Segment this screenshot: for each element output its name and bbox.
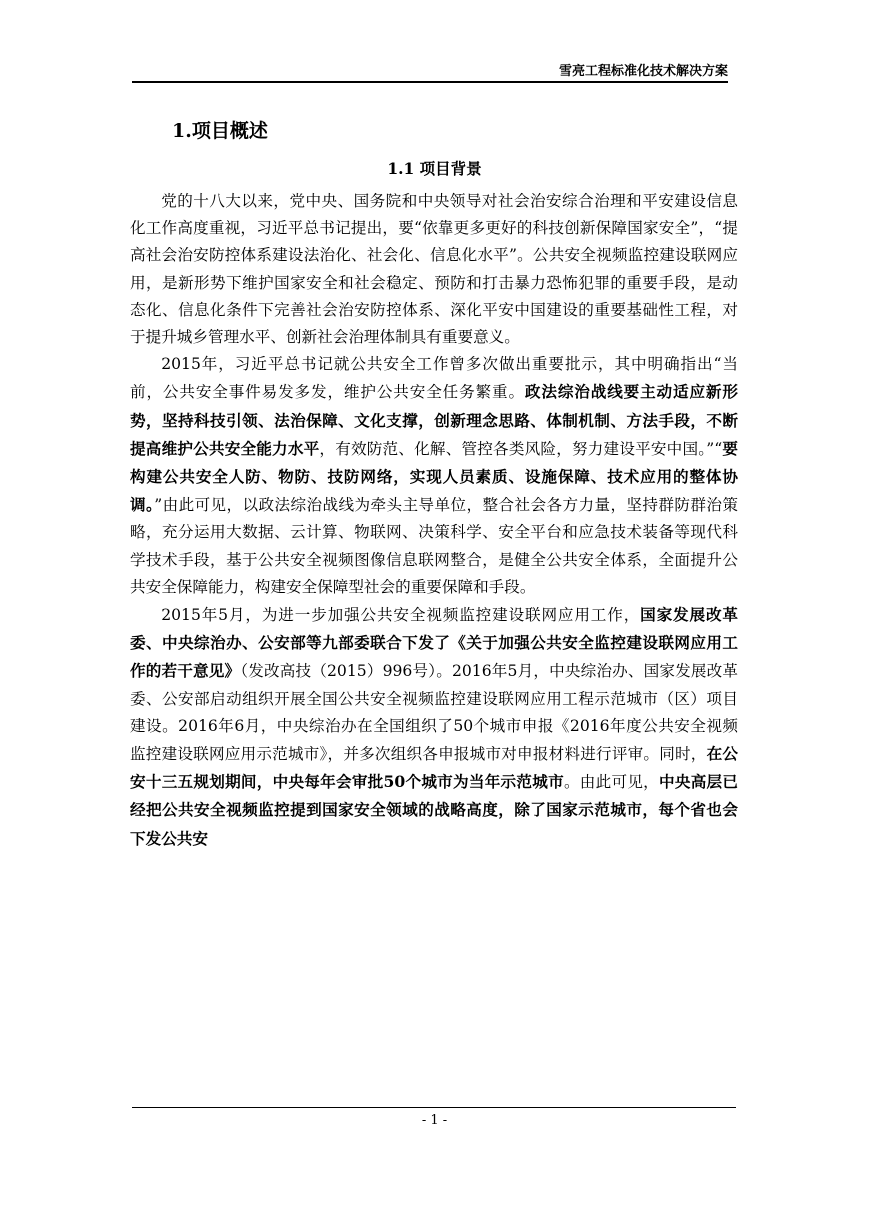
- header-rule: [132, 81, 728, 83]
- text-run: ，有效防范、化解、管控各类风险，努力建设平安中国。”“: [319, 439, 723, 458]
- bold-text-run: 中央高层已经把公共安全视频监控提到国家安全领域的战略高度，除了国家示范城市，每个省也会下发公共安: [130, 772, 738, 848]
- text-run: 2015年，习近平总书记就公共安全工作曾多次做出重要批示，其中明确指出“当前，公共安全事件易发多发，维护公共安全任务繁重。: [130, 355, 738, 402]
- subsection-heading: 1.1 项目背景: [387, 159, 482, 178]
- body-text: [130, 188, 738, 853]
- text-run: 2015年5月，为进一步加强公共安全视频监控建设联网应用工作，: [161, 606, 641, 625]
- bold-text-run: 国家发展改革委、中央综治办、公安部等九部委联合下发了《关于加强公共安全监控建设联网应用工作的若干意见》: [130, 605, 738, 681]
- footer-rule: [132, 1107, 736, 1108]
- text-run: ”由此可见，以政法综治战线为牵头主导单位，整合社会各方力量，坚持群防群治策略，充分运用大数据、云计算、物联网、决策科学、安全平台和应急技术装备等现代科学技术手段，基于公共安全视频图像信息联网整合，是健全公共安全体系，全面提升公共安全保障能力，构建安全保障型社会的重要保障和手段。: [130, 496, 738, 596]
- running-header: 雪亮工程标准化技术解决方案: [558, 64, 728, 79]
- paragraph-2: [130, 351, 738, 601]
- text-run: （发改高技（2015）996号）。2016年5月，中央综治办、国家发展改革委、公安部启动组织开展全国公共安全视频监控建设联网应用工程示范城市（区）项目建设。2016年6月，中央综治办在全国组织了50个城市申报《2016年度公共安全视频监控建设联网应用示范城市》，并多次组织各申报城市对申报材料进行评审。同时，: [130, 662, 738, 764]
- bold-text-run: 在公安十三五规划期间，中央每年会审批50个城市为当年示范城市: [130, 744, 738, 792]
- text-run: 。由此可见，: [563, 773, 660, 792]
- bold-text-run: 政法综治战线要主动适应新形势，坚持科技引领、法治保障、文化支撑，创新理念思路、体制机制、方法手段，不断提高维护公共安全能力水平: [130, 382, 738, 458]
- text-run: 党的十八大以来，党中央、国务院和中央领导对社会治安综合治理和平安建设信息化工作高度重视，习近平总书记提出，要“依靠更多更好的科技创新保障国家安全”，“提高社会治安防控体系建设法治化、社会化、信息化水平”。公共安全视频监控建设联网应用，是新形势下维护国家安全和社会稳定、预防和打击暴力恐怖犯罪的重要手段，是动态化、信息化条件下完善社会治安防控体系、深化平安中国建设的重要基础性工程，对于提升城乡管理水平、创新社会治理体制具有重要意义。: [130, 192, 738, 347]
- page-number: - 1 -: [421, 1113, 448, 1128]
- section-heading: 1.项目概述: [172, 120, 268, 142]
- paragraph-3: [130, 601, 738, 853]
- bold-text-run: 要构建公共安全人防、物防、技防网络，实现人员素质、设施保障、技术应用的整体协调。: [130, 438, 738, 515]
- paragraph-1: [130, 188, 738, 351]
